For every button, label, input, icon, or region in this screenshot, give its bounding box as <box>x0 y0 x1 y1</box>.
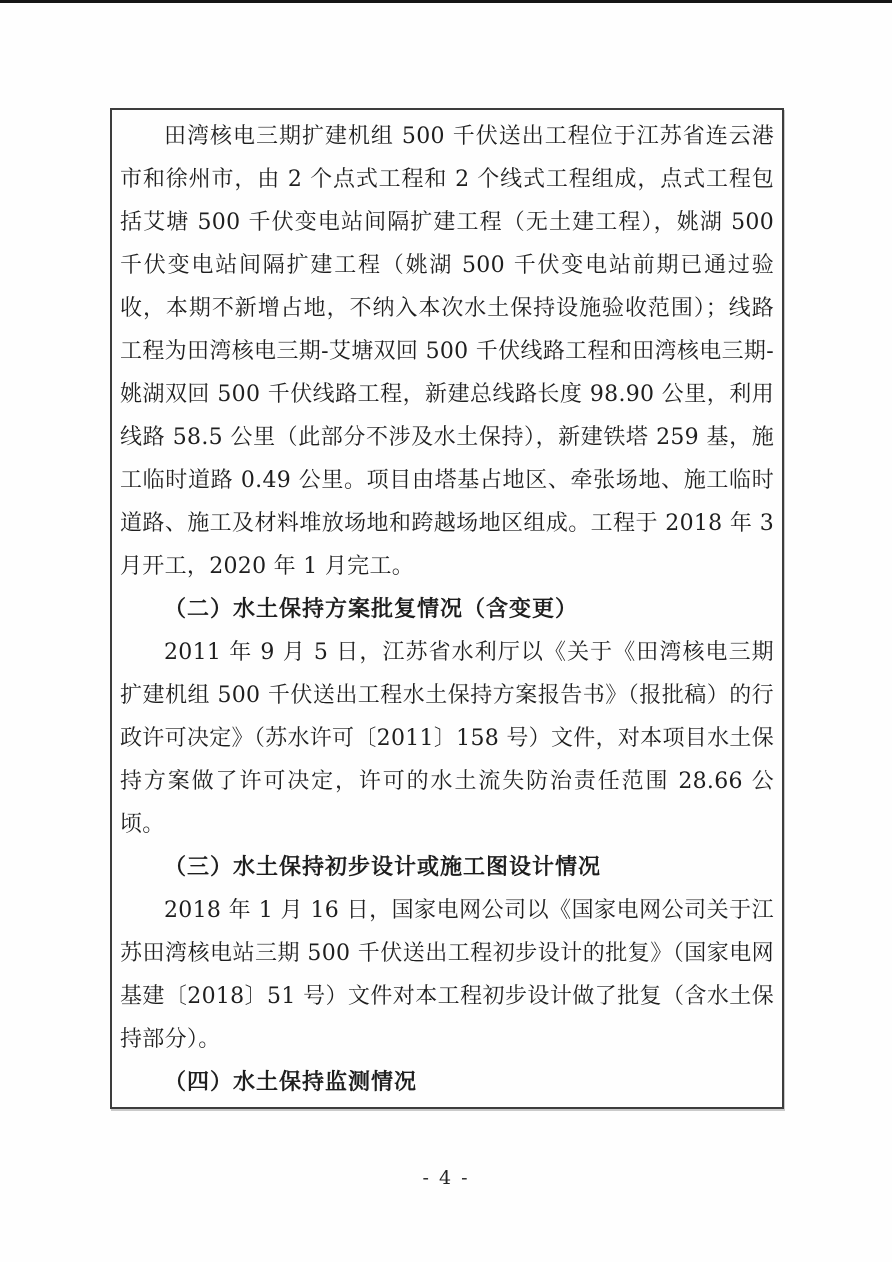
paragraph-monitoring-details <box>120 1104 774 1109</box>
content-border-box <box>110 108 784 1109</box>
heading-section-four-monitoring: （四）水土保持监测情况 <box>164 1070 418 1095</box>
paragraph-preliminary-design-details: 2018 年 1 月 16 日，国家电网公司以《国家电网公司关于江苏田湾核电站三期 500 千伏送出工程初步设计的批复》（国家电网基建〔2018〕51 号）文件对本工程初步设计做了批复（含水土保持部分）。 <box>120 898 774 1052</box>
heading-section-two-plan-approval: （二）水土保持方案批复情况（含变更） <box>164 597 579 622</box>
page-number: - 4 - <box>422 1167 470 1189</box>
paragraph-plan-approval-details: 2011 年 9 月 5 日，江苏省水利厅以《关于《田湾核电三期扩建机组 500 千伏送出工程水土保持方案报告书》（报批稿）的行政许可决定》（苏水许可〔2011〕158 号）文件，对本项目水土保持方案做了许可决定，许可的水土流失防治责任范围 28.66 公顷。 <box>120 640 774 837</box>
heading-section-three-preliminary-design: （三）水土保持初步设计或施工图设计情况 <box>164 855 602 880</box>
paragraph-project-overview: 田湾核电三期扩建机组 500 千伏送出工程位于江苏省连云港市和徐州市，由 2 个点式工程和 2 个线式工程组成，点式工程包括艾塘 500 千伏变电站间隔扩建工程（无土建工程），姚湖 500 千伏变电站间隔扩建工程（姚湖 500 千伏变电站前期已通过验收，本期不新增占地，不纳入本次水土保持设施验收范围）；线路工程为田湾核电三期-艾塘双回 500 千伏线路工程和田湾核电三期-姚湖双回 500 千伏线路工程，新建总线路长度 98.90 公里，利用线路 58.5 公里（此部分不涉及水土保持），新建铁塔 259 基，施工临时道路 0.49 公里。项目由塔基占地区、牵张场地、施工临时道路、施工及材料堆放场地和跨越场地区组成。工程于 2018 年 3 月开工，2020 年 1 月完工。 <box>120 124 774 579</box>
scan-top-edge-line <box>0 0 892 3</box>
